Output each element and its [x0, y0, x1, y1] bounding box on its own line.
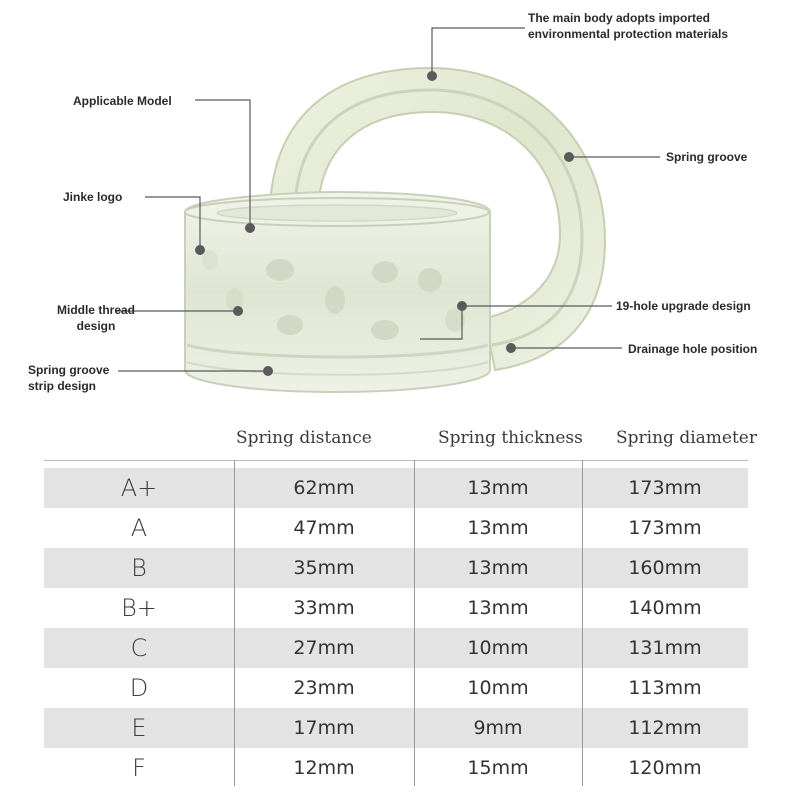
- grade-cell: B+: [121, 594, 157, 622]
- thickness-cell: 13mm: [467, 557, 529, 579]
- thickness-cell: 9mm: [473, 717, 523, 739]
- callout-middle-thread: Middle thread design: [56, 303, 135, 333]
- header-spring-thickness: Spring thickness: [438, 428, 583, 448]
- thickness-cell: 15mm: [467, 757, 529, 779]
- dot-middle-thread: [233, 306, 243, 316]
- header-spring-diameter: Spring diameter: [616, 428, 757, 448]
- thickness-cell: 10mm: [467, 677, 529, 699]
- column-divider: [234, 460, 235, 786]
- grade-cell: C: [130, 634, 148, 662]
- dot-main-body: [427, 71, 437, 81]
- diameter-cell: 160mm: [628, 557, 702, 579]
- header-spring-distance: Spring distance: [236, 428, 372, 448]
- grade-cell: F: [132, 754, 146, 782]
- table-row: [44, 708, 748, 748]
- callout-main-body: [528, 10, 728, 42]
- table-row: [44, 588, 748, 628]
- dot-drainage: [506, 343, 516, 353]
- column-divider: [414, 460, 415, 786]
- thickness-cell: 10mm: [467, 637, 529, 659]
- grade-cell: A: [130, 514, 148, 542]
- callout-jinke-logo: Jinke logo: [63, 190, 123, 204]
- callout-19-hole: 19-hole upgrade design: [616, 299, 751, 313]
- diameter-cell: 140mm: [628, 597, 702, 619]
- callout-drainage: Drainage hole position: [628, 342, 758, 356]
- distance-cell: 12mm: [293, 757, 355, 779]
- column-divider: [582, 460, 583, 786]
- thickness-cell: 13mm: [467, 597, 529, 619]
- dot-19-hole: [457, 301, 467, 311]
- distance-cell: 47mm: [293, 517, 355, 539]
- distance-cell: 35mm: [293, 557, 355, 579]
- table-row: [44, 628, 748, 668]
- distance-cell: 17mm: [293, 717, 355, 739]
- callout-main-body-text: The main body adopts imported environmental protection materials: [528, 11, 729, 41]
- distance-cell: 62mm: [293, 477, 355, 499]
- diameter-cell: 173mm: [628, 477, 702, 499]
- table-row: [44, 668, 748, 708]
- diameter-cell: 112mm: [628, 717, 702, 739]
- grade-cell: D: [129, 674, 149, 702]
- distance-cell: 27mm: [293, 637, 355, 659]
- grade-cell: A+: [120, 474, 158, 502]
- thickness-cell: 13mm: [467, 517, 529, 539]
- diameter-cell: 113mm: [628, 677, 702, 699]
- diameter-cell: 120mm: [628, 757, 702, 779]
- callout-groove-strip: Spring groove strip design: [28, 363, 110, 393]
- callout-spring-groove: Spring groove: [666, 150, 748, 164]
- callout-applicable-model: Applicable Model: [73, 94, 172, 108]
- spring-body: [185, 192, 490, 392]
- table-row: [44, 468, 748, 508]
- grade-cell: E: [131, 714, 147, 742]
- distance-cell: 33mm: [293, 597, 355, 619]
- grade-cell: B: [131, 554, 147, 582]
- dot-groove-strip: [263, 366, 273, 376]
- diameter-cell: 173mm: [628, 517, 702, 539]
- dot-applicable-model: [245, 223, 255, 233]
- table-row: [44, 748, 748, 788]
- thickness-cell: 13mm: [467, 477, 529, 499]
- distance-cell: 23mm: [293, 677, 355, 699]
- table-row: [44, 508, 748, 548]
- dot-spring-groove: [564, 152, 574, 162]
- diameter-cell: 131mm: [628, 637, 702, 659]
- table-top-border: [44, 460, 748, 461]
- table-row: [44, 548, 748, 588]
- dot-jinke-logo: [195, 245, 205, 255]
